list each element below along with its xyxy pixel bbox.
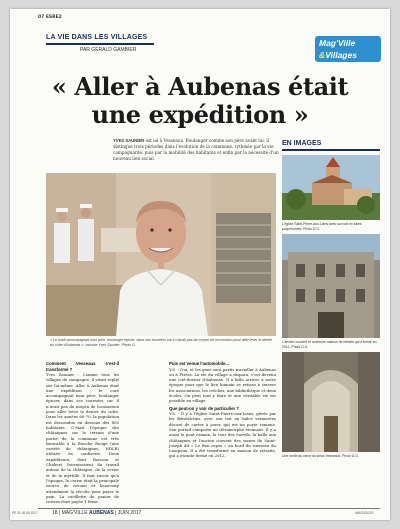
baker-portrait-photo <box>46 173 276 336</box>
answer-2: Y.S. : Oui, et les gens sont partis travailler à Aubenas ou à Privas. La vie du village a disparu, c'est devenu une cité-dortoir d'Aubenas. Il a fallu arriver à notre époque pour que le lien humain se retisse à travers les associations, les crèches, une bibliothèque et deux écoles. On peut tout y faire et une véritable vie est possible au village. <box>169 366 276 404</box>
church-illustration <box>282 155 380 220</box>
answer-3: Y.S. : Il y a l'église Saint-Pierre-aux-Liens, gérée par les Bénédictins, avec son toit en tuiles vernissées décoré de cartes à jouer, qui est un porte romane. Son portail comporte un tétramorphe étonnant. Il y a aussi le pont romain, la tour des Survils, la halle aux châtaignes et l'ancien couvent des sœurs de Saint-Joseph dit « Le Bon repos » au bord du ruisseau du Lioupoux. Il a été transformé en maison de retraite, qui a ensuite fermé en 2012. <box>169 411 276 459</box>
question-2: Puis est venue l'automobile... <box>169 361 229 366</box>
lead-name: YVES SAUNIER <box>113 138 145 143</box>
section-title: LA VIE DANS LES VILLAGES <box>46 34 148 41</box>
logo-line2 <box>319 49 377 61</box>
footer-side-ref: PE 31 06 09 2017 <box>12 511 38 515</box>
church-caption: L'église Saint-Pierre-aux-Liens avec son toit en tuiles polychromes. Photo D.G. <box>282 222 362 231</box>
magazine-page <box>10 9 390 520</box>
convent-caption: L'ancien couvent et ancienne maison de retraite qui a fermé en 2012. Photo D.G. <box>282 340 377 349</box>
alley-illustration <box>282 352 380 452</box>
page-number: 18 <box>52 510 58 516</box>
alley-caption: Une ruelle au cœur du vieux Vesseaux. Photo D.G. <box>282 454 359 458</box>
answer-1: Yves Saunier : Comme tous les villages de campagne, il vivait replié sur lui-même. Aller à Aubenas était une expédition ; le curé accompagnait mon père, boulanger épicier, dans ses tournées car il n'avait pas de moyen de locomotion pour aller lever le denier du culte. Dans les années 60-70, la population est descendue en dessous des 800 habitants. C'était l'époque des châtaignes car le terrain d'une partie de la commune est très favorable à la Bouche Rouge (une variété de châtaignes, NDLR) utilisée en confiserie. Deux expéditeurs, dont Boisson et Chabert, fournissaient du travail autour de la châtaigne, de la cerise et de la myrtille. Il faut savoir qu'à l'époque, la cerise était la principale source de revenu et beaucoup attendaient la récolte pour payer le pain. La cueillette du panier de cerises était payée 1 franc. <box>46 372 119 505</box>
alley-photo <box>282 352 380 452</box>
sidebar-rule <box>282 149 380 151</box>
article-column-2 <box>169 359 276 459</box>
baker-portrait-illustration <box>46 173 276 336</box>
article-column-1 <box>46 359 119 504</box>
convent-illustration <box>282 234 380 338</box>
author-byline: PAR GÉRALD GAMBIER <box>80 47 137 53</box>
footer-city: AUBENAS <box>89 510 114 516</box>
logo-line1: Mag'Ville <box>319 38 356 48</box>
footer-magazine: MAG'VILLE <box>61 510 88 516</box>
convent-photo <box>282 234 380 338</box>
sidebar-heading: EN IMAGES <box>282 140 322 147</box>
footer-rule <box>38 508 380 509</box>
magazine-logo <box>315 36 381 62</box>
church-photo <box>282 155 380 220</box>
logo-ampersand: & <box>319 50 326 60</box>
page-footer: 18 | MAG'VILLE AUBENAS | JUIN 2017 <box>52 510 142 516</box>
photo-caption: « Le lundi accompagnait mon père, boulanger épicier, dans ses tournées car il n'avait pas de moyen de locomotion pour aller lever le denier du culte d'Aubenas », raconte Yves Saunier. Photo G. <box>50 338 273 347</box>
question-3: Que peut-on y voir de particulier ? <box>169 405 239 411</box>
lead-text: est né à Vesseaux. Boulanger comme son père avant lui, il distingue trois périodes dans l'évolution de la commune, rythmée par la vie campagnarde, puis par la mobilité des habitants et enfin par la nécessité d'un nouveau lien social. <box>113 138 279 161</box>
footer-issue: JUIN 2017 <box>117 510 142 516</box>
question-1: Comment Vesseaux s'est-il transformé ? <box>46 361 119 372</box>
article-lead <box>113 138 280 162</box>
page-ref: 07 ESRE2 <box>38 15 62 20</box>
article-title: « Aller à Aubenas était une expédition » <box>51 72 349 129</box>
footer-ref: MAG0301S <box>355 511 374 515</box>
section-rule <box>46 43 154 45</box>
logo-villages: Villages <box>325 50 357 60</box>
